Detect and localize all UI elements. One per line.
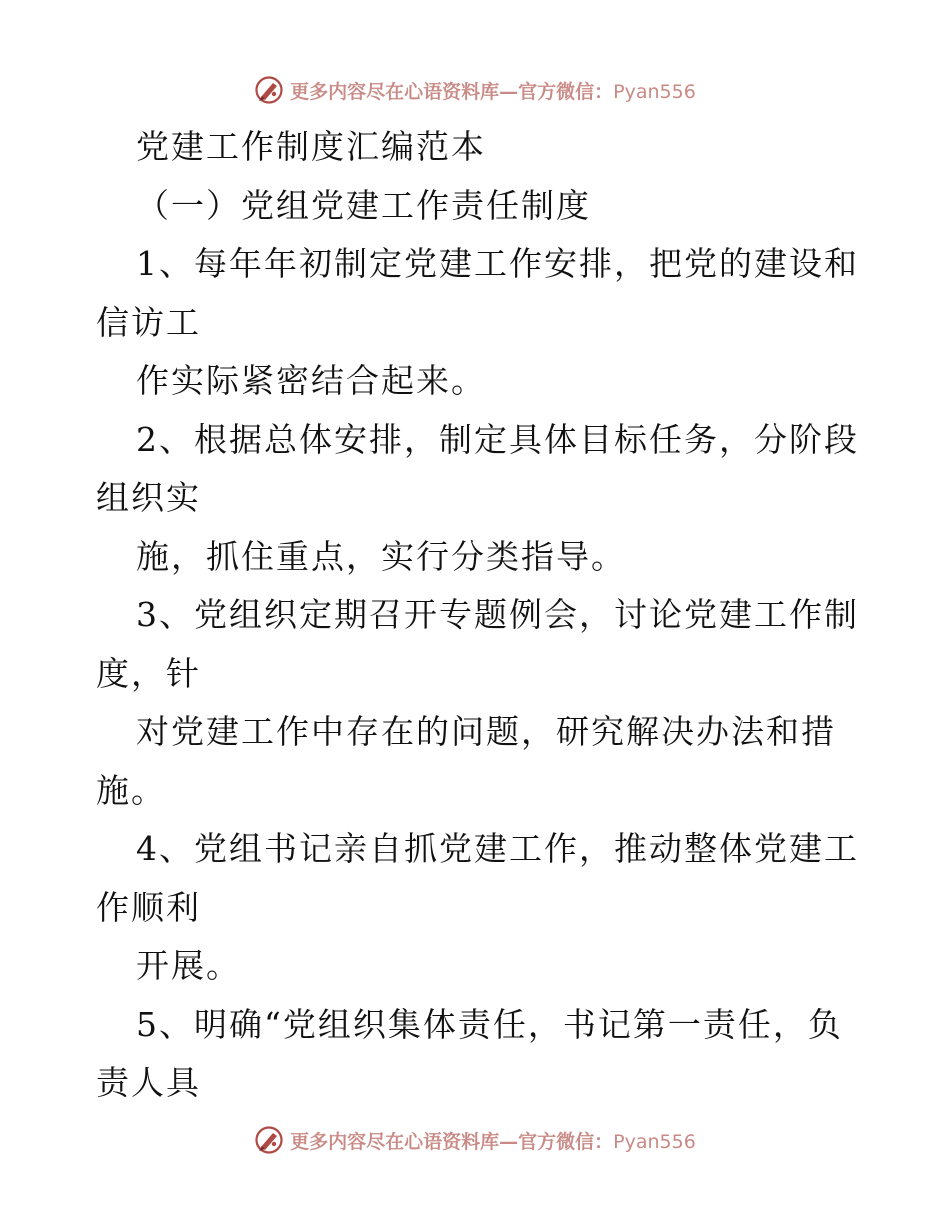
document-line: 对党建工作中存在的问题，研究解决办法和措 (136, 712, 836, 751)
header-watermark-label: 更多内容尽在心语资料库—官方微信： (290, 80, 614, 103)
pen-logo-icon (254, 75, 284, 105)
document-line: 5、明确“党组织集体责任，书记第一责任，负 (136, 1004, 843, 1044)
document-line: 开展。 (136, 946, 241, 985)
document-body (96, 118, 859, 1113)
document-line: 信访工 (96, 302, 201, 342)
document-line: 施，抓住重点，实行分类指导。 (136, 536, 626, 576)
document-line: 责人具 (96, 1063, 201, 1102)
footer-watermark-label: 更多内容尽在心语资料库—官方微信： (290, 1130, 614, 1153)
document-line: 1、每年年初制定党建工作安排，把党的建设和 (136, 244, 859, 283)
document-line: 组织实 (96, 478, 201, 517)
document-line: 2、根据总体安排，制定具体目标任务，分阶段 (136, 419, 859, 459)
footer-watermark (0, 1120, 950, 1160)
document-line: 3、党组织定期召开专题例会，讨论党建工作制 (136, 595, 859, 634)
header-watermark-contact: Pyan556 (613, 80, 696, 103)
footer-watermark-text (290, 1127, 696, 1154)
pen-logo-icon (254, 1125, 284, 1155)
header-watermark-text (290, 77, 696, 104)
document-line: 作实际紧密结合起来。 (136, 361, 486, 400)
document-line: （一）党组党建工作责任制度 (136, 185, 591, 225)
header-watermark (0, 70, 950, 110)
document-line: 4、党组书记亲自抓党建工作，推动整体党建工 (136, 829, 859, 868)
document-line: 施。 (96, 770, 166, 810)
document-line: 度，针 (96, 653, 201, 693)
footer-watermark-contact: Pyan556 (613, 1130, 696, 1153)
document-line: 作顺利 (96, 887, 201, 927)
document-line: 党建工作制度汇编范本 (136, 127, 486, 166)
